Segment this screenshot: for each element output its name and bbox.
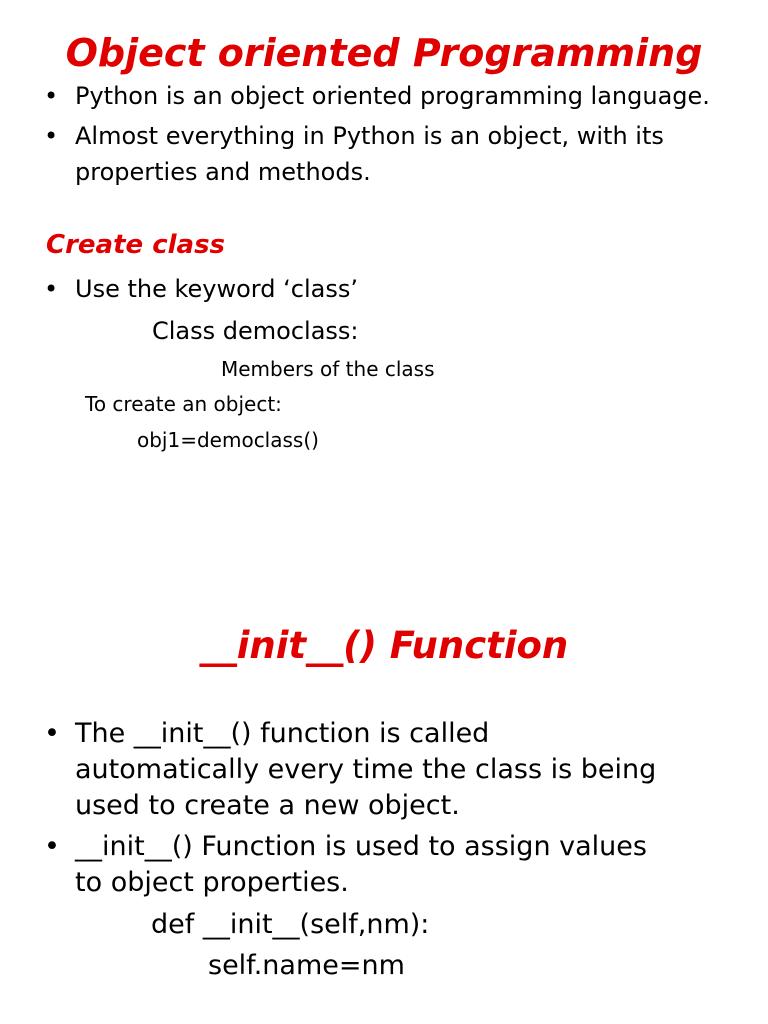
bullet-text: Use the keyword ‘class’ <box>75 275 358 303</box>
object-code: obj1=democlass() <box>137 428 319 452</box>
bullet-text: __init__() Function is used to assign values <box>75 831 647 862</box>
bullet-text: The __init__() function is called <box>75 718 490 749</box>
bullet-text-continuation: used to create a new object. <box>75 790 460 821</box>
bullet-text: Python is an object oriented programming language. <box>75 82 710 110</box>
code-class-line: Class democlass: <box>152 317 359 345</box>
slide1-title: Object oriented Programming <box>65 31 703 75</box>
bullet-text: Almost everything in Python is an object, with its <box>75 122 664 150</box>
bullet-icon: • <box>44 82 59 110</box>
bullet-text-continuation: automatically every time the class is being <box>75 754 657 785</box>
section-heading-create-class: Create class <box>46 230 226 260</box>
bullet-text-continuation: to object properties. <box>75 867 349 898</box>
code-assign-line: self.name=nm <box>208 950 405 981</box>
bullet-icon: • <box>44 831 60 862</box>
bullet-icon: • <box>44 275 59 303</box>
bullet-icon: • <box>44 122 59 150</box>
code-def-line: def __init__(self,nm): <box>151 909 430 940</box>
code-members-line: Members of the class <box>221 357 435 381</box>
object-label: To create an object: <box>85 392 282 416</box>
bullet-icon: • <box>44 718 60 749</box>
bullet-text-continuation: properties and methods. <box>75 158 371 186</box>
slide2-title: __init__() Function <box>199 624 569 667</box>
